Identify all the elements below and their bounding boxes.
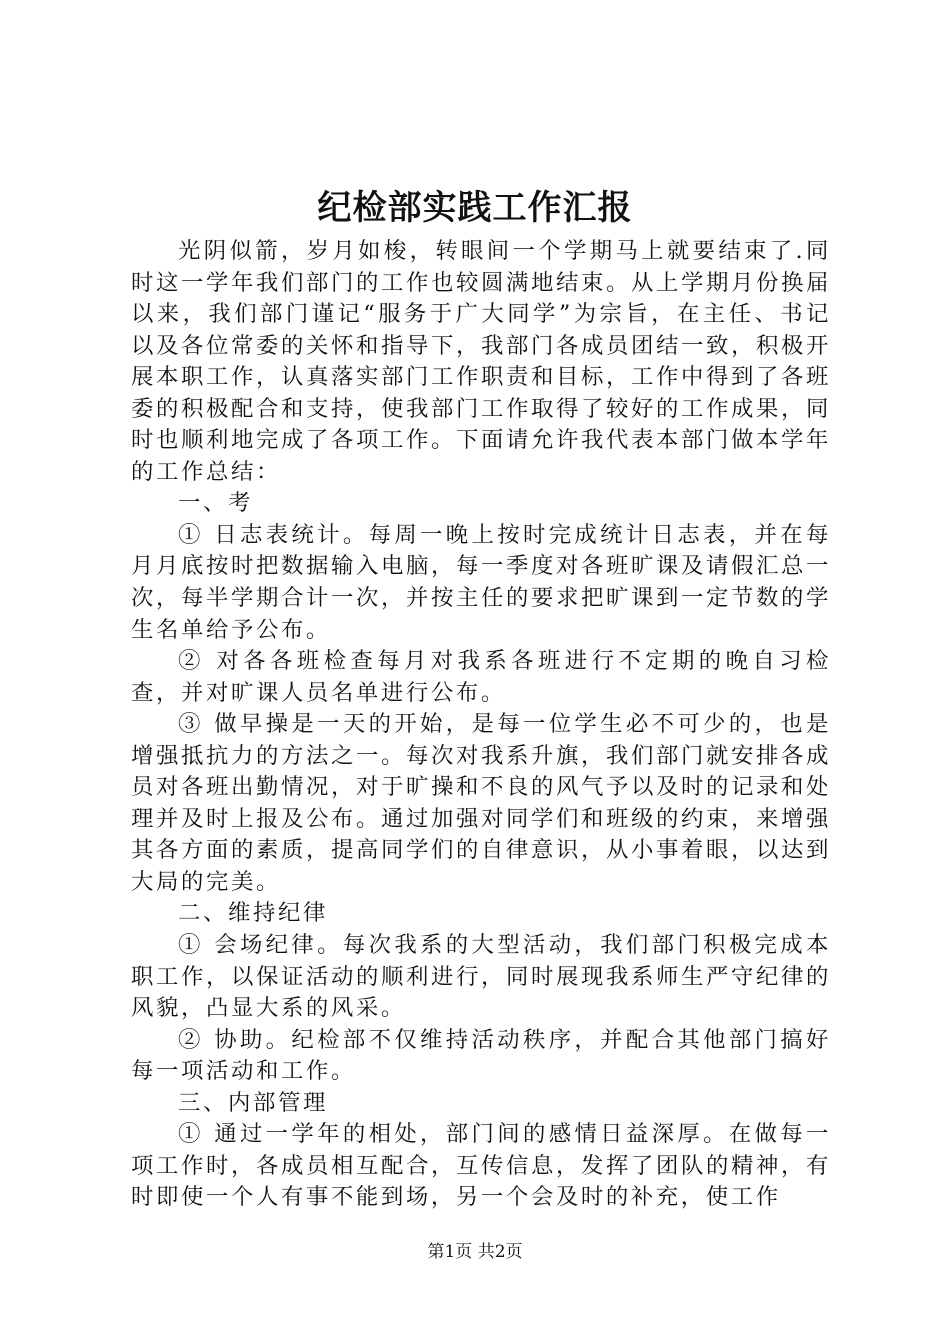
section-heading-1: 一、考 — [178, 490, 254, 517]
paragraph-intro: 光阴似箭，岁月如梭，转眼间一个学期马上就要结束了.同时这一学年我们部门的工作也较圆满地结束。从上学期月份换届以来，我们部门谨记“服务于广大同学”为宗旨，在主任、书记以及各位常委的关怀和指导下，我部门各成员团结一致，积极开展本职工作，认真落实部门工作职责和目标，工作中得到了各班委的积极配合和支持，使我部门工作取得了较好的工作成果，同时也顺利地完成了各项工作。下面请允许我代表本部门做本学年的工作总结： — [131, 238, 831, 485]
section-heading-2: 二、维持纪律 — [178, 900, 328, 927]
list-item: ① 通过一学年的相处，部门间的感情日益深厚。在做每一项工作时，各成员相互配合，互传信息，发挥了团队的精神，有时即使一个人有事不能到场，另一个会及时的补充，使工作 — [131, 1121, 831, 1211]
document-body — [131, 236, 831, 1214]
page-footer — [0, 1240, 950, 1264]
document-title: 纪检部实践工作汇报 — [317, 188, 633, 228]
list-item: ③ 做早操是一天的开始，是每一位学生必不可少的，也是增强抵抗力的方法之一。每次对我系升旗，我们部门就安排各成员对各班出勤情况，对于旷操和不良的风气予以及时的记录和处理并及时上报及公布。通过加强对同学们和班级的约束，来增强其各方面的素质，提高同学们的自律意识，从小事着眼，以达到大局的完美。 — [131, 711, 831, 895]
list-item: ① 日志表统计。每周一晚上按时完成统计日志表，并在每月月底按时把数据输入电脑，每一季度对各班旷课及请假汇总一次，每半学期合计一次，并按主任的要求把旷课到一定节数的学生名单给予公布。 — [131, 521, 831, 643]
page-total: 共2页 — [477, 1242, 523, 1262]
section-heading-3: 三、内部管理 — [178, 1089, 328, 1116]
list-item: ② 协助。纪检部不仅维持活动秩序，并配合其他部门搞好每一项活动和工作。 — [131, 1026, 831, 1085]
page-number: 第1页 — [427, 1242, 473, 1262]
list-item: ① 会场纪律。每次我系的大型活动，我们部门积极完成本职工作，以保证活动的顺利进行，同时展现我系师生严守纪律的风貌，凸显大系的风采。 — [131, 932, 831, 1022]
list-item: ② 对各各班检查每月对我系各班进行不定期的晚自习检查，并对旷课人员名单进行公布。 — [131, 648, 831, 706]
